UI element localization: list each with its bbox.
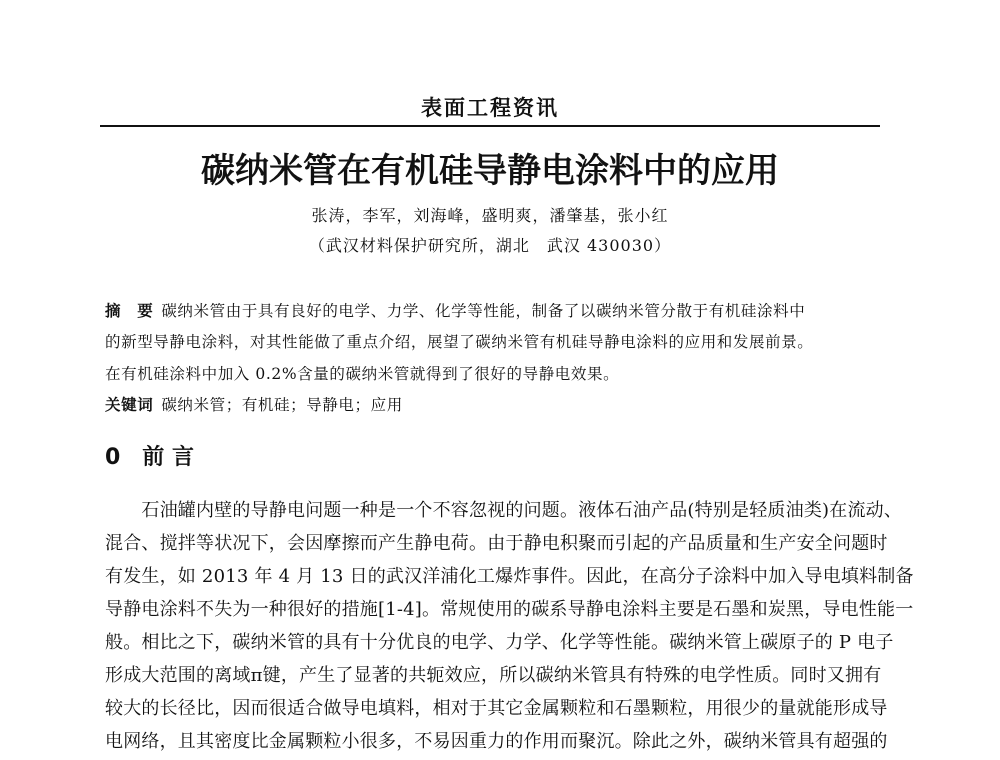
affiliation: （武汉材料保护研究所，湖北 武汉 430030） [308,236,672,255]
body-line: 有发生，如 2013 年 4 月 13 日的武汉洋浦化工爆炸事件。因此，在高分子涂料中加入导电填料制备 [105,566,914,587]
body-line: 较大的长径比，因而很适合做导电填料，相对于其它金属颗粒和石墨颗粒，用很少的量就能形成导 [105,698,888,719]
header-rule [100,125,880,127]
body-line: 电网络，且其密度比金属颗粒小很多，不易因重力的作用而聚沉。除此之外，碳纳米管具有超强的 [105,731,888,752]
keywords-label: 关键词 [105,396,154,414]
abstract-line [105,301,885,321]
paper-title: 碳纳米管在有机硅导静电涂料中的应用 [201,151,779,191]
body-line: 般。相比之下，碳纳米管的具有十分优良的电学、力学、化学等性能。碳纳米管上碳原子的 P 电子 [105,632,894,653]
abstract-label: 摘 要 [105,302,154,320]
keywords-text: 碳纳米管；有机硅；导静电；应用 [161,396,403,414]
section-heading: 0 前 言 [105,445,194,470]
abstract-line: 在有机硅涂料中加入 0.2%含量的碳纳米管就得到了很好的导静电效果。 [105,365,620,383]
abstract-text: 碳纳米管由于具有良好的电学、力学、化学等性能，制备了以碳纳米管分散于有机硅涂料中 [161,302,806,320]
body-line: 形成大范围的离域π键，产生了显著的共轭效应，所以碳纳米管具有特殊的电学性质。同时又拥有 [105,665,882,686]
abstract-line: 的新型导静电涂料，对其性能做了重点介绍，展望了碳纳米管有机硅导静电涂料的应用和发展前景。 [105,333,814,351]
body-line: 混合、搅拌等状况下，会因摩擦而产生静电荷。由于静电积聚而引起的产品质量和生产安全问题时 [105,533,888,554]
keywords-line [105,395,885,415]
authors: 张涛，李军，刘海峰，盛明爽，潘肇基，张小红 [311,206,669,225]
body-line: 石油罐内壁的导静电问题一种是一个不容忽视的问题。液体石油产品(特别是轻质油类)在流动、 [105,500,903,521]
journal-section-header: 表面工程资讯 [421,95,559,120]
body-line: 导静电涂料不失为一种很好的措施[1-4]。常规使用的碳系导静电涂料主要是石墨和炭黑，导电性能一 [105,599,914,620]
